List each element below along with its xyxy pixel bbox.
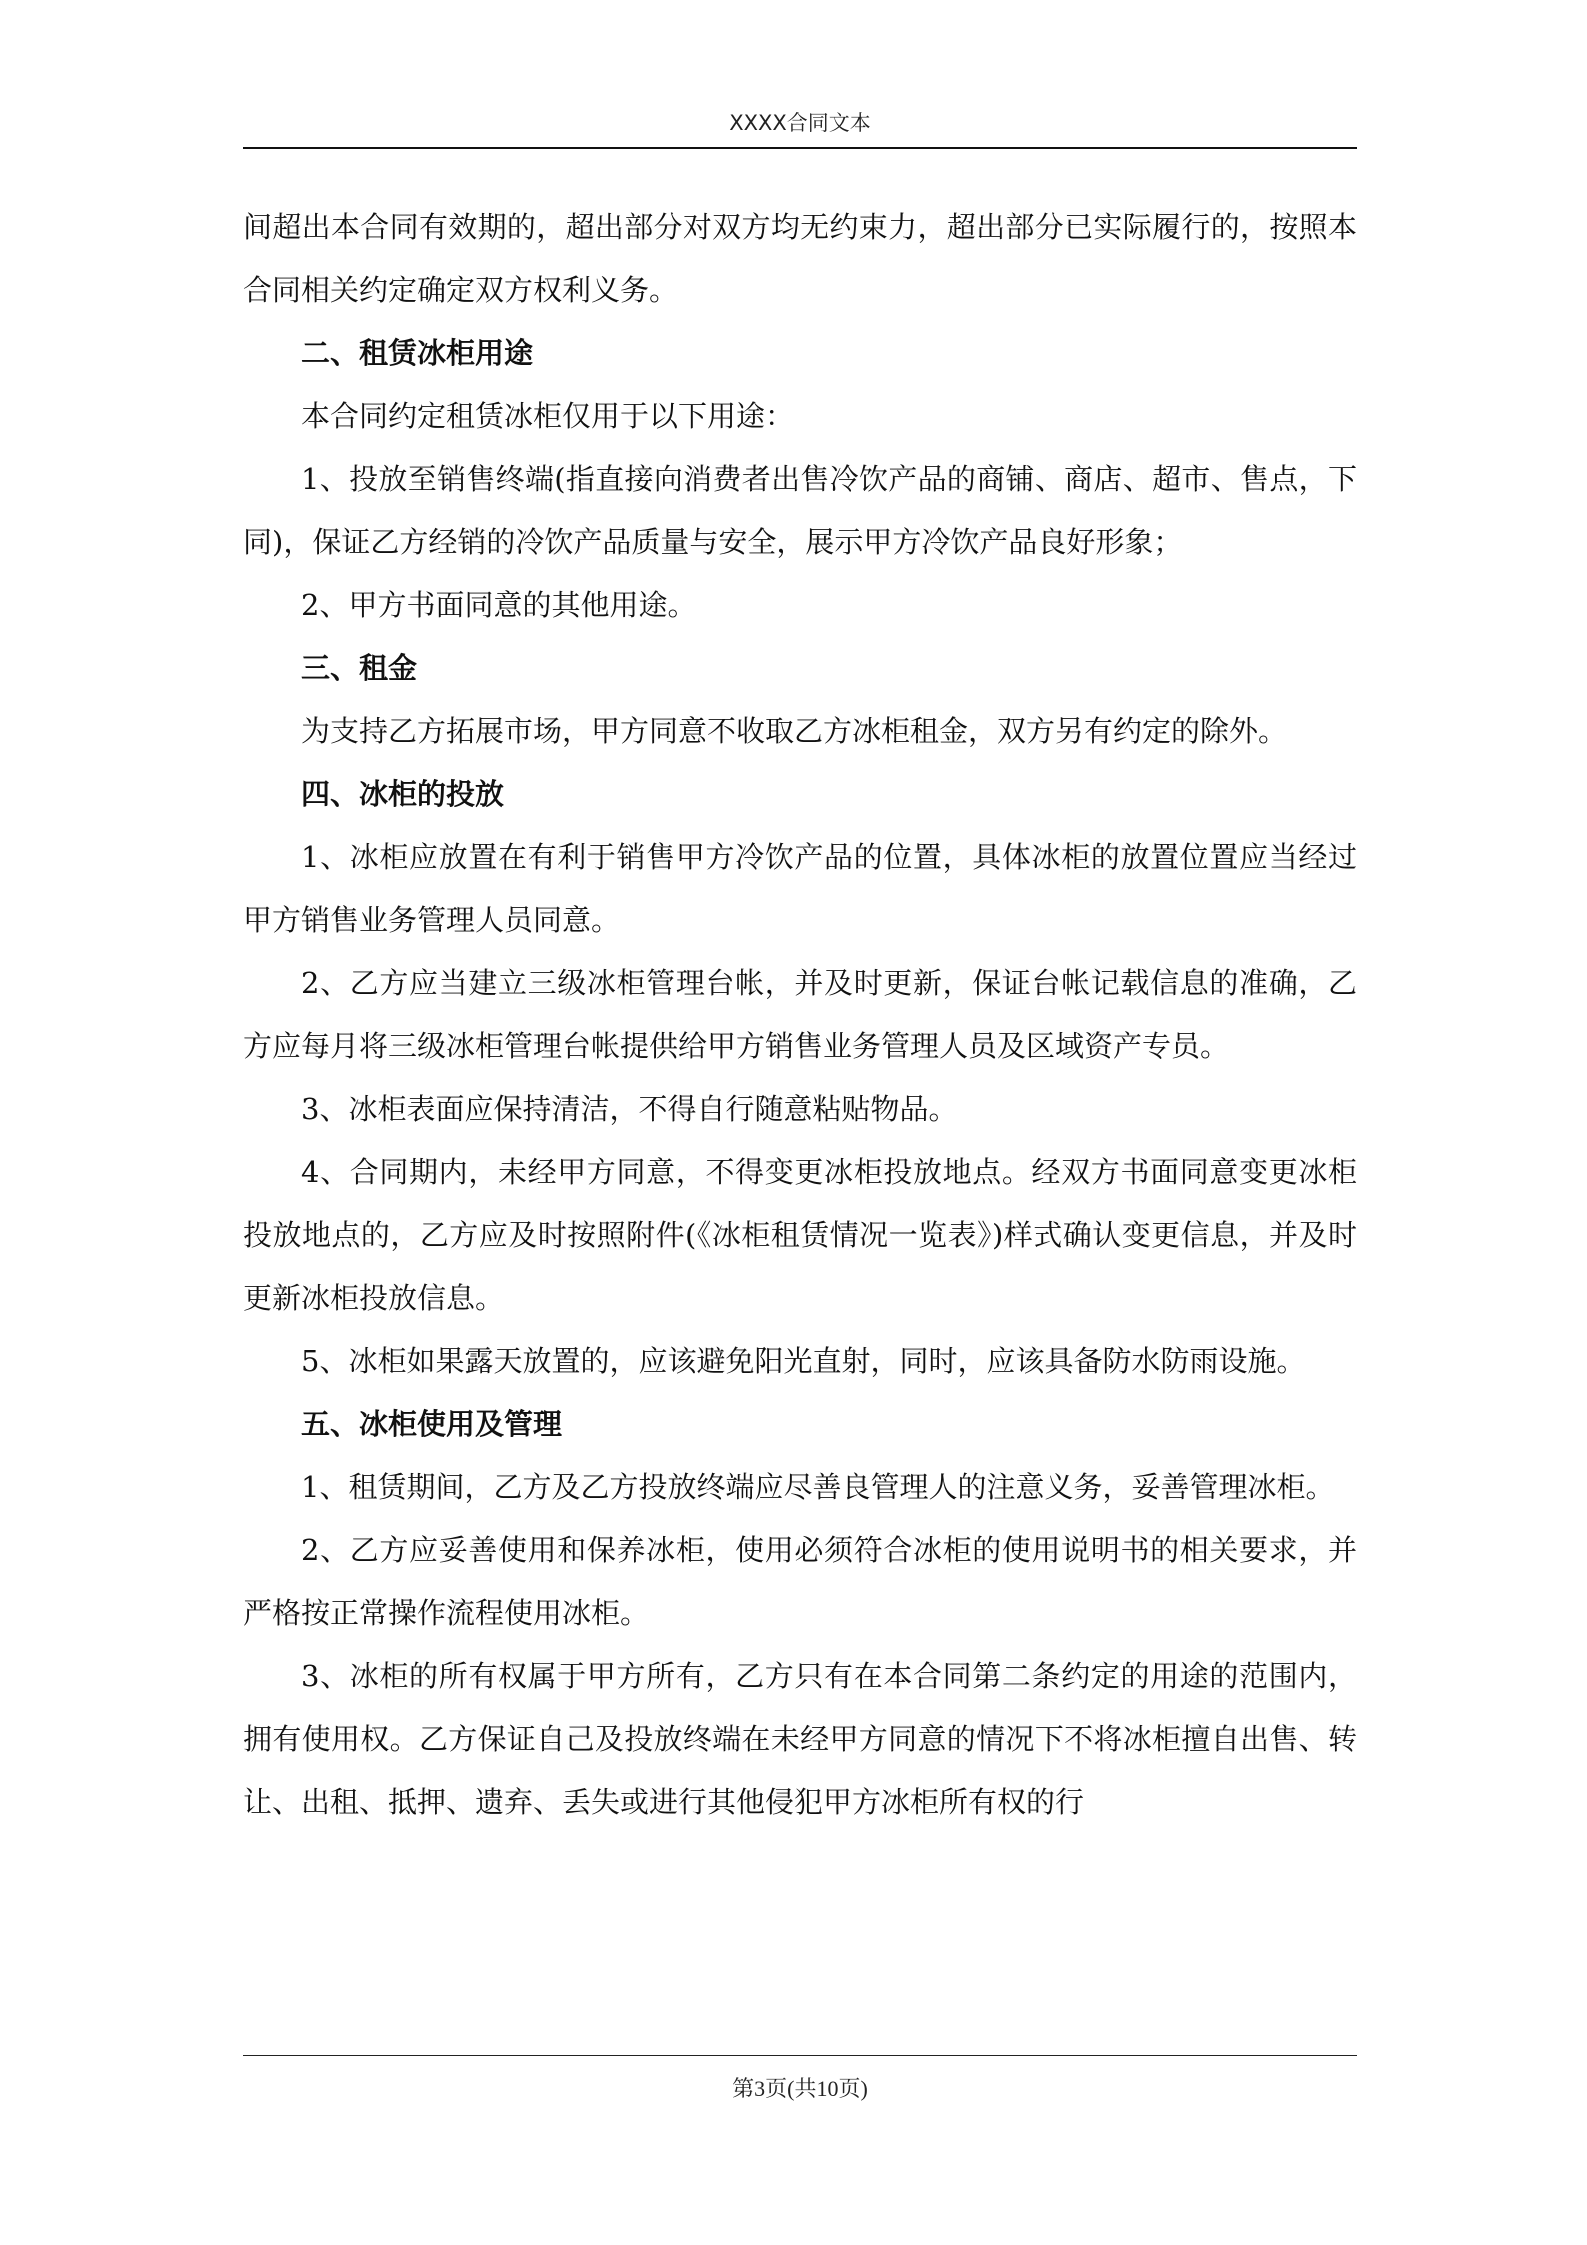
header-divider — [243, 147, 1357, 149]
paragraph-continuation: 间超出本合同有效期的，超出部分对双方均无约束力，超出部分已实际履行的，按照本合同相关约定确定双方权利义务。 — [243, 210, 1357, 307]
paragraph: 2、甲方书面同意的其他用途。 — [301, 588, 697, 622]
section-heading-3: 三、租金 — [301, 651, 418, 685]
page-number: 第3页(共10页) — [732, 2076, 868, 2101]
page-header-title: XXXX合同文本 — [729, 111, 871, 135]
paragraph: 4、合同期内，未经甲方同意，不得变更冰柜投放地点。经双方书面同意变更冰柜投放地点的，乙方应及时按照附件(《冰柜租赁情况一览表》)样式确认变更信息，并及时更新冰柜投放信息。 — [243, 1155, 1357, 1315]
section-heading-5: 五、冰柜使用及管理 — [301, 1407, 563, 1441]
paragraph: 1、冰柜应放置在有利于销售甲方冷饮产品的位置，具体冰柜的放置位置应当经过甲方销售业务管理人员同意。 — [243, 840, 1357, 937]
paragraph: 2、乙方应当建立三级冰柜管理台帐，并及时更新，保证台帐记载信息的准确，乙方应每月将三级冰柜管理台帐提供给甲方销售业务管理人员及区域资产专员。 — [243, 966, 1357, 1063]
paragraph: 3、冰柜的所有权属于甲方所有，乙方只有在本合同第二条约定的用途的范围内，拥有使用权。乙方保证自己及投放终端在未经甲方同意的情况下不将冰柜擅自出售、转让、出租、抵押、遗弃、丢失或进行其他侵犯甲方冰柜所有权的行 — [243, 1659, 1357, 1819]
section-heading-2: 二、租赁冰柜用途 — [301, 336, 534, 370]
paragraph: 本合同约定租赁冰柜仅用于以下用途： — [301, 399, 795, 433]
document-body — [243, 196, 1357, 1834]
paragraph: 1、租赁期间，乙方及乙方投放终端应尽善良管理人的注意义务，妥善管理冰柜。 — [301, 1470, 1335, 1504]
paragraph: 2、乙方应妥善使用和保养冰柜，使用必须符合冰柜的使用说明书的相关要求，并严格按正常操作流程使用冰柜。 — [243, 1533, 1357, 1630]
footer-divider — [243, 2055, 1357, 2056]
paragraph: 1、投放至销售终端(指直接向消费者出售冷饮产品的商铺、商店、超市、售点，下同)，保证乙方经销的冷饮产品质量与安全，展示甲方冷饮产品良好形象； — [243, 462, 1357, 559]
paragraph: 为支持乙方拓展市场，甲方同意不收取乙方冰柜租金，双方另有约定的除外。 — [301, 714, 1288, 748]
section-heading-4: 四、冰柜的投放 — [301, 777, 505, 811]
paragraph: 3、冰柜表面应保持清洁，不得自行随意粘贴物品。 — [301, 1092, 958, 1126]
paragraph: 5、冰柜如果露天放置的，应该避免阳光直射，同时，应该具备防水防雨设施。 — [301, 1344, 1306, 1378]
